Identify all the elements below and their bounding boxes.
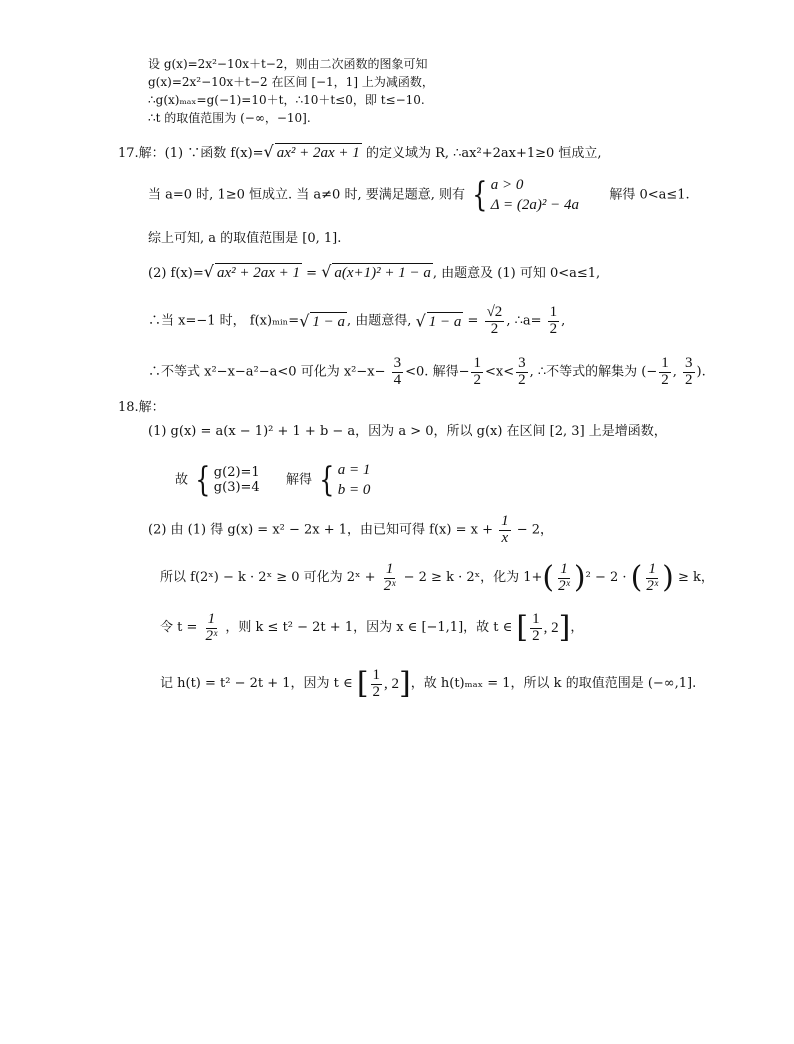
p17-l5-text-d: ,	[561, 313, 566, 329]
left-bracket-icon: [	[516, 610, 529, 645]
right-paren-icon: )	[662, 560, 674, 595]
fraction	[392, 356, 404, 389]
fraction	[644, 562, 660, 595]
p18-line-2	[175, 460, 370, 501]
p18-sys1-line-1: g(2)=1	[213, 464, 260, 480]
p17-l6-text-a: ∴不等式 x²−x−a²−a<0 可化为 x²−x−	[148, 364, 386, 380]
fraction	[683, 356, 695, 389]
p16-line-4: ∴t 的取值范围为 (−∞，−10].	[148, 111, 311, 125]
p18-l4-text-e: ≥ k，	[677, 570, 714, 586]
p16-line-1: 设 g(x)=2x²−10x＋t−2，则由二次函数的图象可知	[148, 57, 428, 71]
right-paren-icon: )	[573, 560, 586, 595]
brace-icon: {	[472, 175, 488, 216]
denominator: 2ˣ	[646, 577, 659, 594]
sqrt-sign: √	[299, 311, 310, 331]
p18-line-6	[160, 666, 696, 702]
fraction	[516, 356, 528, 389]
denominator: x	[501, 529, 509, 546]
numerator: 1	[549, 304, 558, 320]
denominator: 2	[532, 627, 540, 644]
p18-l3-text-b: − 2，	[516, 522, 554, 538]
p17-line-3: 综上可知, a 的取值范围是 [0, 1].	[148, 231, 342, 246]
fraction	[530, 612, 542, 645]
p17-line-5	[148, 305, 565, 338]
denominator: 2	[661, 371, 669, 388]
p18-line-3	[148, 514, 553, 547]
right-bracket-icon: ]	[399, 666, 411, 701]
p17-l5-eq: =	[467, 313, 479, 329]
p18-l6-text-b: , 2	[384, 676, 400, 692]
p18-l6-text-c: ，故 h(t)ₘₐₓ = 1，所以 k 的取值范围是 (−∞,1].	[410, 676, 697, 692]
fraction	[371, 668, 383, 701]
p17-l1-text-b: 的定义域为 R, ∴ax²+2ax+1≥0 恒成立,	[365, 146, 602, 161]
p17-l6-text-b: <0. 解得−	[405, 364, 470, 380]
p17-l4-radicand-1: ax² + 2ax + 1	[216, 265, 300, 281]
p17-l4-eq: =	[306, 266, 318, 281]
fraction	[659, 356, 671, 389]
denominator: 2	[372, 683, 381, 700]
right-bracket-icon: ]	[558, 610, 571, 645]
p16-line-3: ∴g(x)ₘₐₓ=g(−1)=10＋t，∴10＋t≤0，即 t≤−10.	[148, 93, 425, 107]
p17-l5-radicand: 1 − a	[312, 313, 346, 330]
brace-icon: {	[319, 460, 335, 501]
denominator: 2ˣ	[558, 577, 570, 594]
sqrt-sign: √	[415, 311, 426, 331]
denominator: 2	[549, 320, 558, 337]
numerator: 1	[661, 355, 669, 371]
p17-l4-text-b: , 由题意及 (1) 可知 0<a≤1,	[432, 266, 601, 281]
p17-l5-radicand-2: 1 − a	[428, 313, 462, 330]
numerator: 3	[685, 355, 693, 371]
fraction	[556, 562, 572, 595]
p17-l4-text-a: (2) f(x)=	[148, 266, 204, 281]
numerator: 1	[560, 560, 568, 577]
p17-sys-line-1: a > 0	[490, 177, 524, 193]
p18-l2-text-a: 故	[175, 472, 189, 488]
p18-l6-text-a: 记 h(t) = t² − 2t + 1，因为 t ∈	[160, 676, 353, 692]
p18-line-5	[160, 610, 583, 646]
numerator: 1	[207, 610, 216, 627]
p17-sys-line-2: Δ = (2a)² − 4a	[490, 197, 580, 214]
denominator: 2	[518, 371, 526, 388]
fraction	[548, 305, 560, 338]
numerator: 3	[393, 355, 402, 371]
numerator: 3	[518, 355, 526, 371]
p18-l3-text-a: (2) 由 (1) 得 g(x) = x² − 2x + 1，由已知可得 f(x) = x +	[148, 522, 493, 538]
p17-l4-radicand-2: a(x+1)² + 1 − a	[334, 265, 431, 281]
numerator: 1	[648, 560, 656, 577]
p17-l6-text-d: , ∴不等式的解集为 (−	[529, 364, 658, 380]
p17-system	[469, 175, 579, 216]
p17-l6-text-c: <x<	[484, 364, 515, 380]
p17-l1-radicand: ax² + 2ax + 1	[276, 145, 360, 161]
p17-l5-text-b: , 由题意得,	[347, 313, 412, 329]
sqrt-sign: √	[263, 142, 274, 161]
fraction	[471, 356, 483, 389]
p18-l5-text-e: ，	[570, 620, 584, 636]
p17-l6-text-e: ,	[672, 364, 677, 380]
p18-l5-text-c: , 2	[543, 620, 559, 636]
p17-line-6	[148, 356, 706, 389]
p18-l5-text-b: ，则 k ≤ t² − 2t + 1，因为 x ∈ [−1,1]，故 t ∈	[225, 620, 513, 636]
p18-sys2-line-2: b = 0	[337, 482, 371, 499]
p17-l5-text-c: , ∴a=	[506, 313, 542, 329]
p18-l5-text-a: 令 t =	[160, 620, 198, 636]
denominator: 2ˣ	[205, 627, 218, 644]
sqrt-sign: √	[321, 262, 332, 281]
p18-line-4	[160, 560, 714, 596]
p18-system-1	[192, 460, 260, 501]
p18-system-2	[316, 460, 370, 501]
denominator: 2	[685, 371, 693, 388]
p18-sys1-line-2: g(3)=4	[213, 480, 260, 496]
p18-heading: 18.解：	[118, 400, 165, 415]
numerator: 1	[372, 666, 381, 683]
p18-sys2-line-1: a = 1	[337, 462, 371, 478]
p18-l4-text-b: − 2 ≥ k · 2ˣ，化为 1+	[403, 570, 543, 586]
p17-line-2	[148, 175, 690, 216]
p18-l4-text-a: 所以 f(2ˣ) − k · 2ˣ ≥ 0 可化为 2ˣ +	[160, 570, 376, 586]
denominator: 2ˣ	[383, 577, 396, 594]
p16-line-2: g(x)=2x²−10x＋t−2 在区间 [−1，1] 上为减函数，	[148, 75, 434, 89]
numerator: √2	[486, 304, 503, 320]
p18-l2-text-b: 解得	[285, 472, 312, 488]
sqrt-sign: √	[203, 262, 214, 281]
fraction	[204, 612, 220, 645]
p17-line-4	[148, 262, 600, 282]
fraction	[382, 562, 398, 595]
numerator: 1	[501, 513, 509, 529]
denominator: 4	[393, 371, 402, 388]
denominator: 2	[490, 320, 499, 337]
p17-l1-text-a: 17.解：(1) ∵函数 f(x)=	[118, 146, 264, 161]
p17-l5-text-a: ∴当 x=−1 时， f(x)ₘᵢₙ=	[148, 313, 300, 329]
numerator: 1	[473, 355, 481, 371]
fraction	[485, 305, 505, 338]
p17-l6-text-f: ).	[696, 364, 706, 380]
left-paren-icon: (	[630, 560, 643, 595]
numerator: 1	[385, 560, 394, 577]
left-bracket-icon: [	[356, 666, 369, 701]
p17-line-1	[118, 142, 602, 162]
denominator: 2	[473, 371, 481, 388]
p17-l2-text-b: 解得 0<a≤1.	[609, 187, 690, 203]
p18-l4-text-c: ² − 2 ·	[585, 570, 627, 586]
numerator: 1	[532, 610, 540, 627]
p17-l2-text-a: 当 a=0 时, 1≥0 恒成立. 当 a≠0 时, 要满足题意, 则有	[148, 187, 465, 203]
p18-line-1: (1) g(x) = a(x − 1)² + 1 + b − a，因为 a > 0，所以 g(x) 在区间 [2, 3] 上是增函数，	[148, 424, 667, 439]
fraction	[499, 514, 511, 547]
brace-icon: {	[195, 460, 211, 501]
left-paren-icon: (	[542, 560, 555, 595]
